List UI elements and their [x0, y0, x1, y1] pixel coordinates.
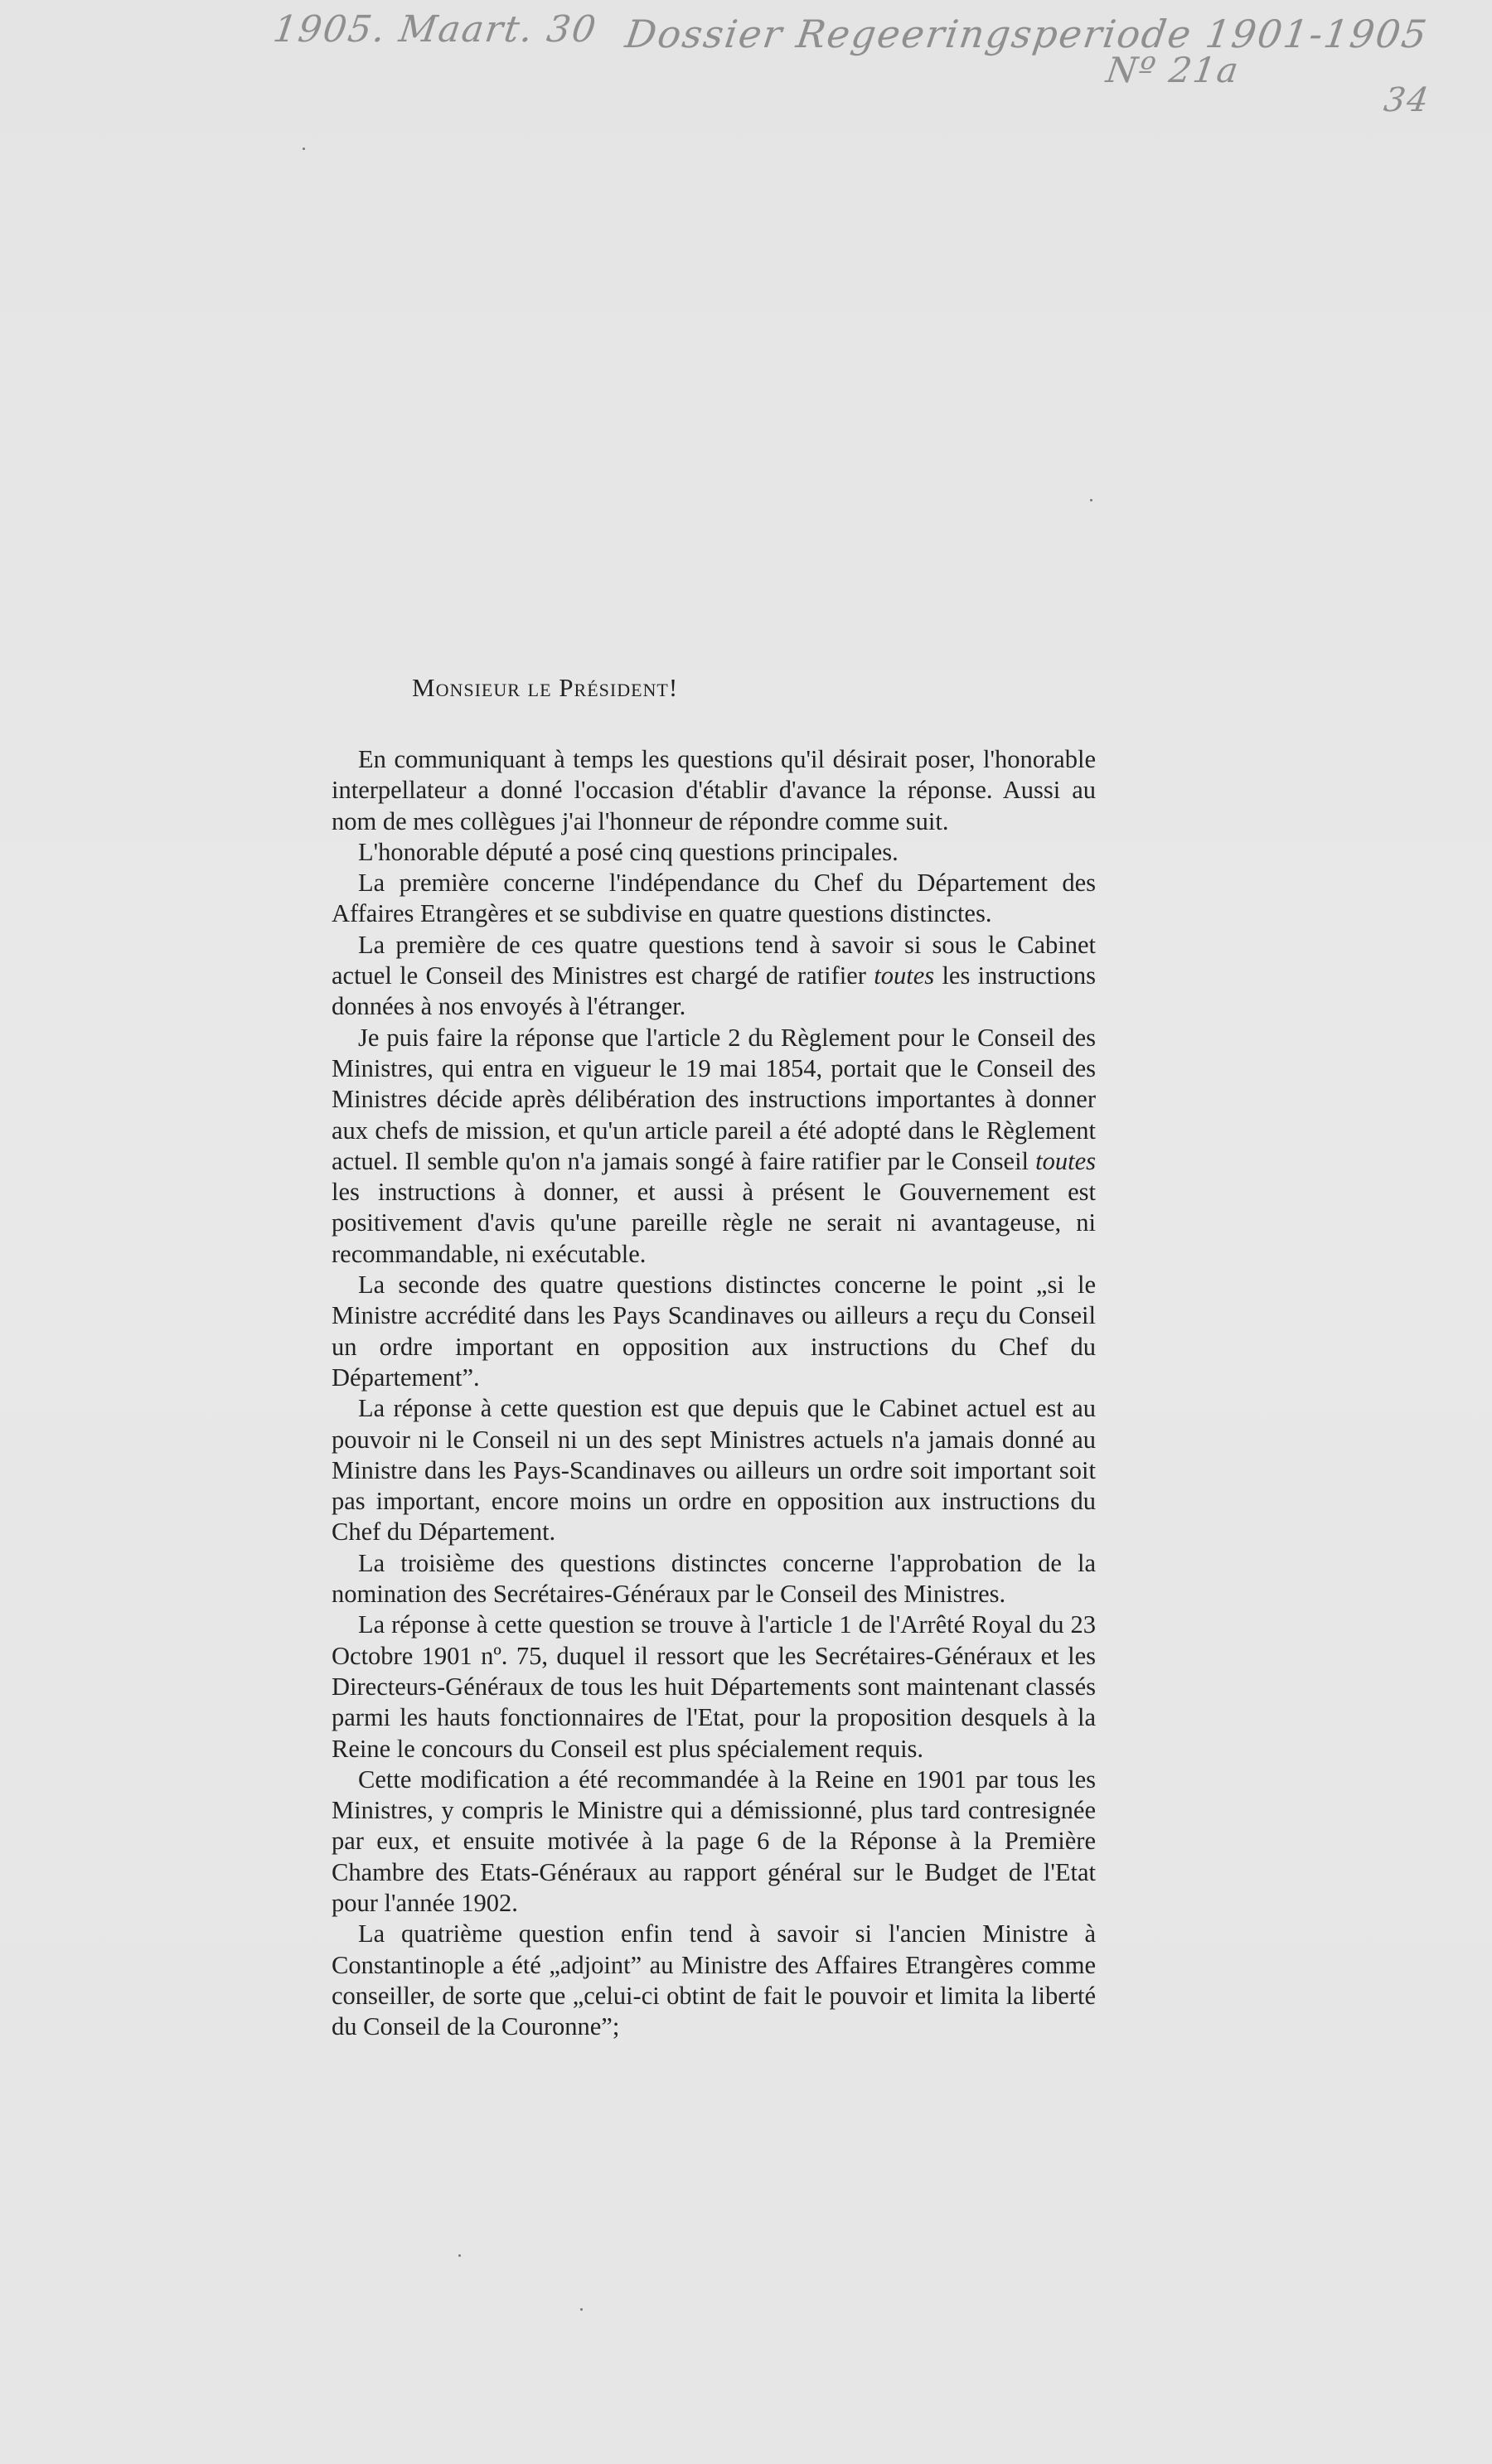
- emphasis-text: toutes: [874, 961, 935, 990]
- handwritten-page-number: 34: [1381, 81, 1433, 119]
- paragraph-text: Je puis faire la réponse que l'article 2 du Règlement pour le Conseil des Ministres, qui entra en vigueur le 19 mai 1854, portait que le Conseil des Ministres décide après délibération des instructions importantes à donner aux chefs de mission, et qu'un article pareil a été adopté dans le Règlement actuel. Il semble qu'on n'a jamais songé à faire ratifier par le Conseil: [332, 1023, 1096, 1175]
- handwritten-number-annotation: Nº 21a: [1103, 50, 1243, 90]
- paragraph: En communiquant à temps les questions qu'il désirait poser, l'honorable interpellateur a donné l'occasion d'établir d'avance la réponse. Aussi au nom de mes collègues j'ai l'honneur de répondre comme suit.: [332, 745, 1096, 835]
- paper-speck: [1090, 499, 1092, 501]
- paragraph: La réponse à cette question est que depuis que le Cabinet actuel est au pouvoir ni le Conseil ni un des sept Ministres actuels n'a jamais donné au Ministre dans les Pays-Scandinaves ou ailleurs un ordre soit important soit pas important, encore moins un ordre en opposition aux instructions du Chef du Département.: [332, 1394, 1096, 1547]
- paragraph-text: les instructions données à nos envoyés à l'étranger.: [332, 961, 1096, 1021]
- paper-speck: [580, 2308, 583, 2311]
- paragraph: [332, 930, 1096, 1023]
- paragraph-text: La première de ces quatre questions tend à savoir si sous le Cabinet actuel le Conseil des Ministres est chargé de ratifier: [332, 930, 1096, 990]
- paper-speck: [303, 148, 305, 150]
- paper-speck: [458, 2254, 461, 2257]
- paragraph: La seconde des quatre questions distinctes concerne le point „si le Ministre accrédité dans les Pays Scandinaves ou ailleurs a reçu du Conseil un ordre important en opposition aux instructions du Chef du Département”.: [332, 1271, 1096, 1392]
- paragraph: La première concerne l'indépendance du Chef du Département des Affaires Etrangères et se subdivise en quatre questions distinctes.: [332, 869, 1096, 928]
- paragraph: La quatrième question enfin tend à savoir si l'ancien Ministre à Constantinople a été „adjoint” au Ministre des Affaires Etrangères comme conseiller, de sorte que „celui-ci obtint de fait le pouvoir et limita la liberté du Conseil de la Couronne”;: [332, 1919, 1096, 2041]
- paragraph: La réponse à cette question se trouve à l'article 1 de l'Arrêté Royal du 23 Octobre 1901 nº. 75, duquel il ressort que les Secrétaires-Généraux et les Directeurs-Généraux de tous les huit Départements sont maintenant classés parmi les hauts fonctionnaires de l'Etat, pour la proposition desquels à la Reine le concours du Conseil est plus spécialement requis.: [332, 1610, 1096, 1763]
- paragraph: [332, 1023, 1096, 1270]
- salutation-heading: Monsieur le Président!: [412, 673, 679, 702]
- paragraph: L'honorable député a posé cinq questions principales.: [358, 837, 899, 866]
- paragraph-text: les instructions à donner, et aussi à présent le Gouvernement est positivement d'avis qu'une pareille règle ne serait ni avantageuse, ni recommandable, ni exécutable.: [332, 1178, 1096, 1268]
- emphasis-text: toutes: [1035, 1146, 1096, 1175]
- letter-body: [332, 744, 1096, 2042]
- paragraph: Cette modification a été recommandée à la Reine en 1901 par tous les Ministres, y compris le Ministre qui a démissionné, plus tard contresignée par eux, et ensuite motivée à la page 6 de la Réponse à la Première Chambre des Etats-Généraux au rapport général sur le Budget de l'Etat pour l'année 1902.: [332, 1764, 1096, 1917]
- paragraph: La troisième des questions distinctes concerne l'approbation de la nomination des Secrétaires-Généraux par le Conseil des Ministres.: [332, 1548, 1096, 1609]
- handwritten-date-annotation: 1905. Maart. 30: [270, 8, 600, 51]
- handwritten-dossier-annotation: Dossier Regeeringsperiode 1901-1905: [622, 12, 1431, 56]
